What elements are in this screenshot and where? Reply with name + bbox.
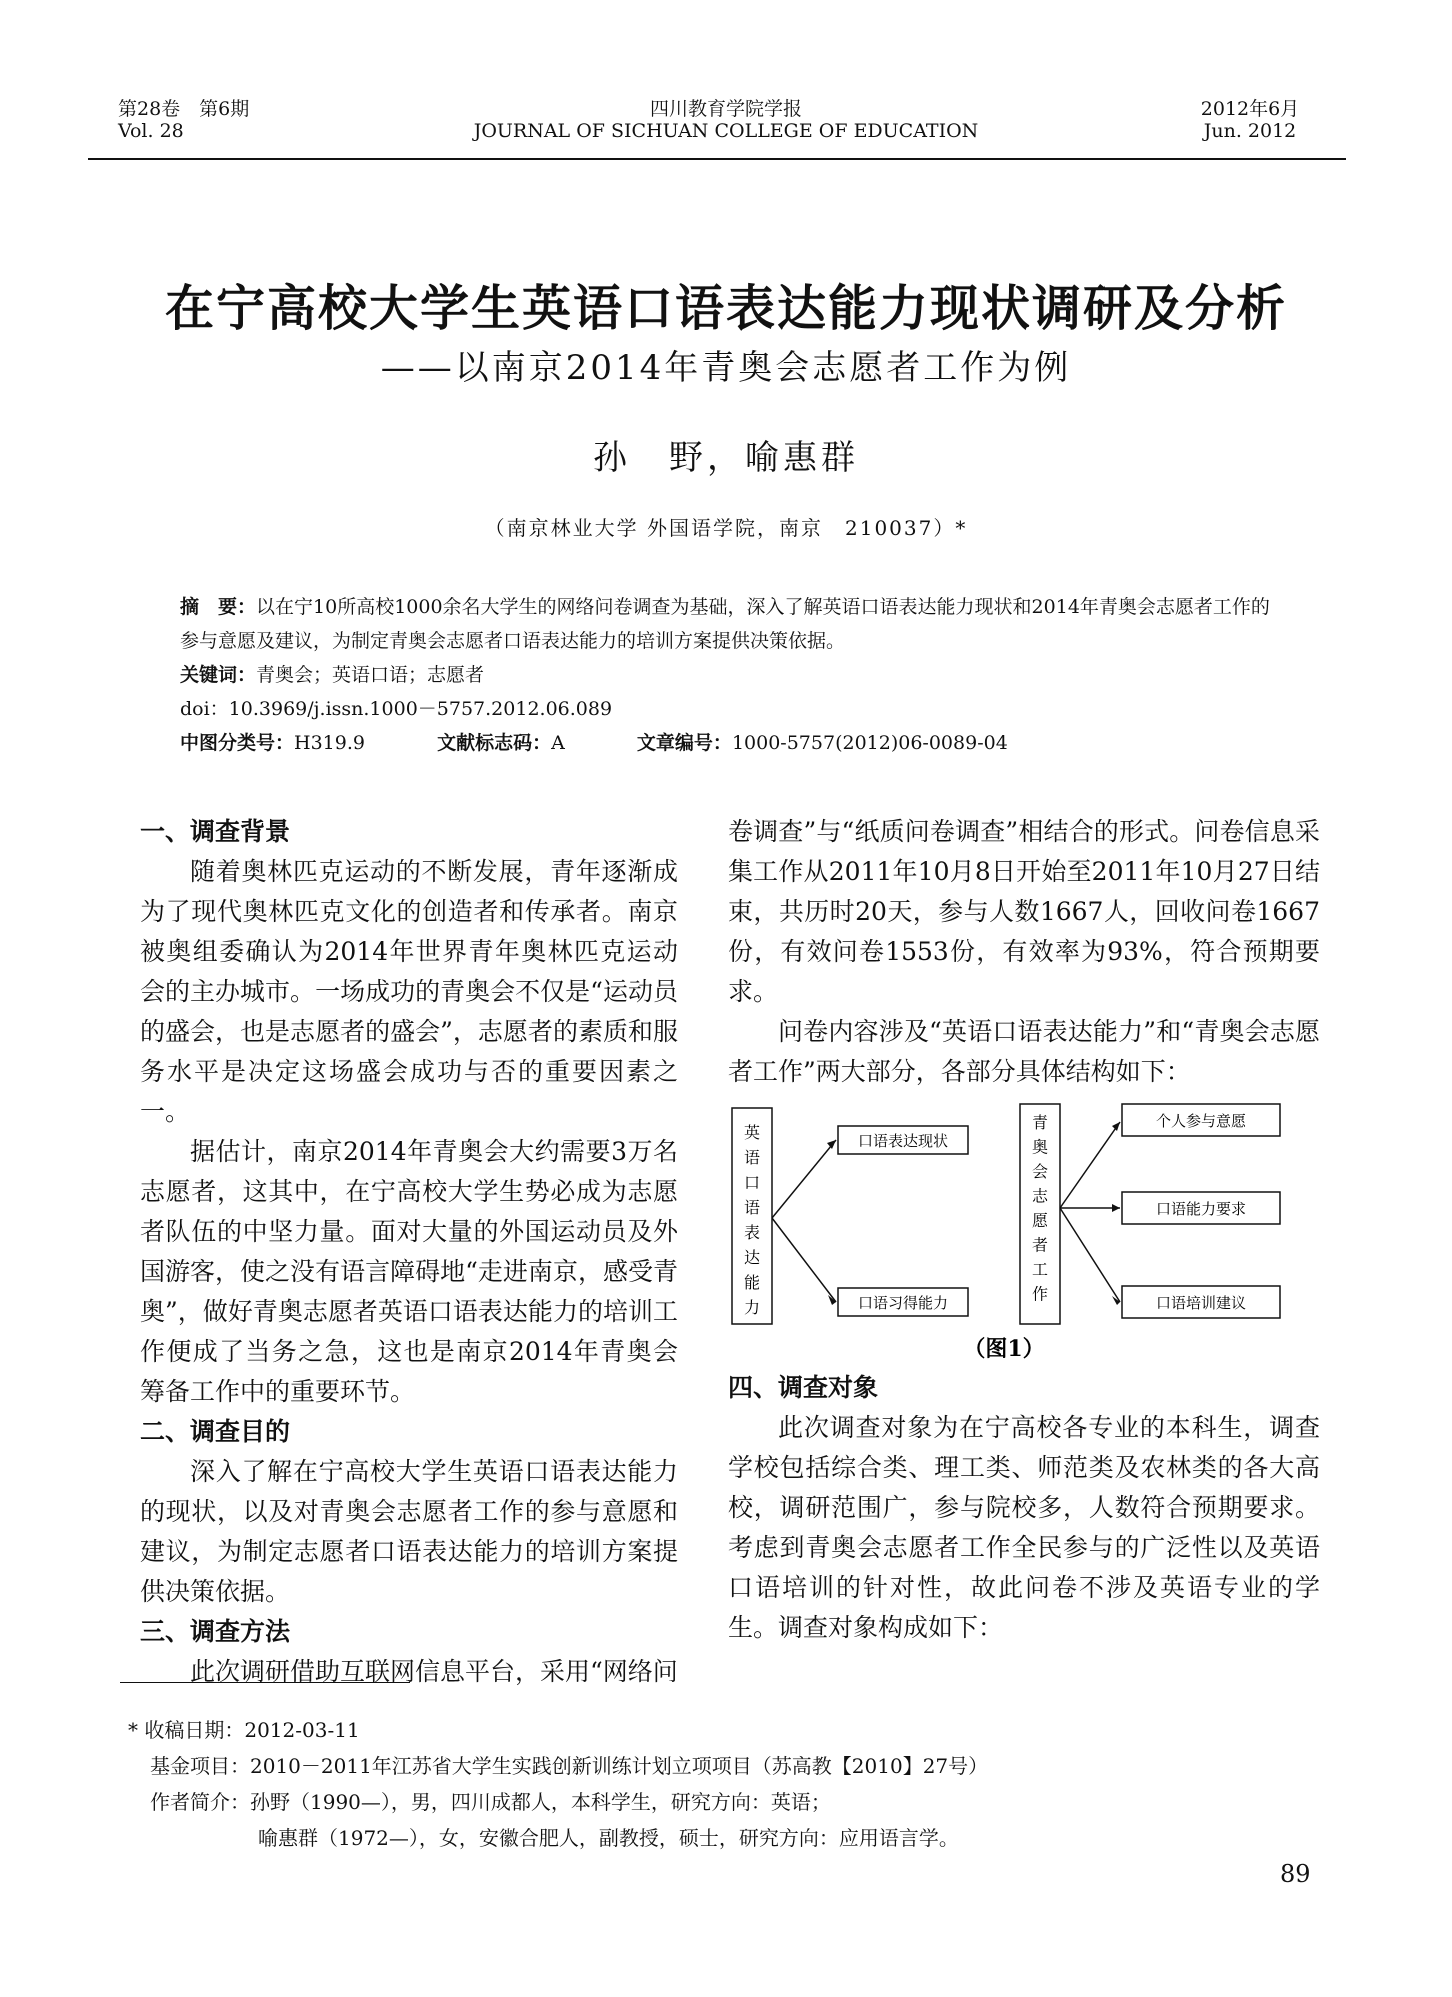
- section-2-paragraph-1: 深入了解在宁高校大学生英语口语表达能力的现状，以及对青奥会志愿者工作的参与意愿和建议，为制定志愿者口语表达能力的培训方案提供决策依据。: [140, 1457, 678, 1606]
- right-root-char: 志: [1031, 1186, 1049, 1206]
- doc-code-value: A: [551, 732, 565, 754]
- paper-title: 在宁高校大学生英语口语表达能力现状调研及分析: [164, 280, 1287, 337]
- header-volume-cn: 第28卷 第6期: [118, 98, 250, 120]
- clc-value: H319.9: [294, 732, 365, 754]
- right-root-char: 会: [1031, 1162, 1049, 1181]
- left-arrow-1: [772, 1140, 836, 1218]
- left-root-char: 能: [743, 1273, 761, 1292]
- left-root-char: 语: [743, 1198, 761, 1217]
- page-number: 89: [1280, 1860, 1311, 1888]
- section-3-heading: 三、调查方法: [140, 1617, 291, 1646]
- footnote-received: * 收稿日期：2012-03-11: [128, 1718, 360, 1742]
- left-root-char: 英: [743, 1123, 761, 1142]
- left-root-label: [744, 1123, 760, 1317]
- right-root-char: 作: [1031, 1284, 1049, 1304]
- left-child-1-label: 口语表达现状: [857, 1132, 949, 1150]
- right-child-1-label: 个人参与意愿: [1155, 1112, 1247, 1130]
- right-root-char: 青: [1031, 1113, 1049, 1132]
- footnote-author-1: 作者简介：孙野（1990—），男，四川成都人，本科学生，研究方向：英语；: [150, 1790, 831, 1814]
- abstract-label: 摘 要：: [180, 596, 257, 618]
- keywords-label: 关键词：: [180, 664, 257, 686]
- header-date: [1170, 98, 1330, 142]
- paper-subtitle: ——以南京2014年青奥会志愿者工作为例: [380, 348, 1072, 388]
- footnote-author-2: 喻惠群（1972—），女，安徽合肥人，副教授，硕士，研究方向：应用语言学。: [258, 1826, 959, 1850]
- header-date-cn: 2012年6月: [1200, 98, 1300, 120]
- paper-affiliation: （南京林业大学 外国语学院，南京 210037）*: [484, 516, 968, 540]
- left-arrow-1-head: [827, 1140, 836, 1149]
- abstract-block: [180, 590, 1280, 760]
- footnote-fund: 基金项目：2010－2011年江苏省大学生实践创新训练计划立项项目（苏高教【2010】27号）: [150, 1754, 989, 1778]
- header-date-en: Jun. 2012: [1203, 120, 1297, 142]
- abstract: [180, 590, 1280, 658]
- right-root-label: [1032, 1113, 1049, 1304]
- right-column: [728, 812, 1320, 1648]
- section-3-paragraph-2: 问卷内容涉及“英语口语表达能力”和“青奥会志愿者工作”两大部分，各部分具体结构如下：: [728, 1017, 1320, 1086]
- left-arrow-2: [772, 1218, 836, 1302]
- right-arrow-2-head: [1112, 1204, 1120, 1212]
- abstract-text: 以在宁10所高校1000余名大学生的网络问卷调查为基础，深入了解英语口语表达能力现状和2014年青奥会志愿者工作的参与意愿及建议，为制定青奥会志愿者口语表达能力的培训方案提供决策依据。: [180, 596, 1270, 652]
- right-root-char: 者: [1031, 1235, 1049, 1255]
- footnote-rule: [120, 1682, 410, 1683]
- article-no-value: 1000-5757(2012)06-0089-04: [731, 732, 1008, 754]
- left-root-char: 力: [743, 1298, 761, 1317]
- clc-label: 中图分类号：: [180, 732, 295, 754]
- header-rule: [88, 158, 1346, 160]
- doi: doi：10.3969/j.issn.1000－5757.2012.06.089: [180, 698, 613, 720]
- section-1-heading: 一、调查背景: [140, 817, 291, 846]
- right-arrow-1-head: [1112, 1122, 1120, 1131]
- figure-1: [728, 1100, 1320, 1380]
- right-child-2-label: 口语能力要求: [1155, 1200, 1247, 1218]
- section-4-heading: 四、调查对象: [728, 1373, 879, 1402]
- left-root-char: 表: [743, 1223, 761, 1242]
- footnotes: [128, 1712, 1328, 1856]
- header-journal-en: JOURNAL OF SICHUAN COLLEGE OF EDUCATION: [473, 120, 979, 142]
- section-1-paragraph-1: 随着奥林匹克运动的不断发展，青年逐渐成为了现代奥林匹克文化的创造者和传承者。南京被奥组委确认为2014年世界青年奥林匹克运动会的主办城市。一场成功的青奥会不仅是“运动员的盛会，也是志愿者的盛会”，志愿者的素质和服务水平是决定这场盛会成功与否的重要因素之一。: [140, 857, 678, 1126]
- right-child-3-label: 口语培训建议: [1155, 1294, 1247, 1312]
- classification-line: [180, 726, 1280, 760]
- structure-diagram: [728, 1100, 1320, 1380]
- section-4-paragraph-1: 此次调查对象为在宁高校各专业的本科生，调查学校包括综合类、理工类、师范类及农林类的各大高校，调研范围广，参与院校多，人数符合预期要求。考虑到青奥会志愿者工作全民参与的广泛性以及英语口语培训的针对性，故此问卷不涉及英语专业的学生。调查对象构成如下：: [728, 1413, 1320, 1642]
- left-root-char: 达: [743, 1248, 761, 1267]
- section-3-paragraph-1-continued: 卷调查”与“纸质问卷调查”相结合的形式。问卷信息采集工作从2011年10月8日开始至2011年10月27日结束，共历时20天，参与人数1667人，回收问卷1667份，有效问卷1553份，有效率为93%，符合预期要求。: [728, 817, 1320, 1006]
- keywords: [180, 658, 1280, 692]
- left-root-char: 语: [743, 1148, 761, 1167]
- right-arrow-3: [1060, 1208, 1120, 1302]
- left-root-char: 口: [743, 1173, 761, 1192]
- section-2-heading: 二、调查目的: [140, 1417, 291, 1446]
- section-1-paragraph-2: 据估计，南京2014年青奥会大约需要3万名志愿者，这其中，在宁高校大学生势必成为志愿者队伍的中坚力量。面对大量的外国运动员及外国游客，使之没有语言障碍地“走进南京，感受青奥”，做好青奥志愿者英语口语表达能力的培训工作便成了当务之急，这也是南京2014年青奥会筹备工作中的重要环节。: [140, 1137, 678, 1406]
- section-3-paragraph-1: 此次调研借助互联网信息平台，采用“网络问: [190, 1657, 678, 1686]
- right-root-char: 奥: [1031, 1137, 1049, 1157]
- left-child-2-label: 口语习得能力: [857, 1294, 949, 1312]
- header-journal-cn: 四川教育学院学报: [649, 98, 802, 120]
- article-no-label: 文章编号：: [636, 732, 732, 754]
- keywords-text: 青奥会；英语口语；志愿者: [256, 664, 485, 686]
- left-column: [140, 812, 678, 1692]
- right-arrow-1: [1060, 1122, 1120, 1208]
- doc-code-label: 文献标志码：: [437, 732, 552, 754]
- header-volume-en: Vol. 28: [118, 120, 184, 142]
- figure-caption: （图1）: [963, 1336, 1045, 1362]
- right-root-char: 愿: [1031, 1211, 1049, 1230]
- paper-authors: 孙 野，喻惠群: [593, 438, 859, 478]
- right-root-char: 工: [1031, 1260, 1049, 1279]
